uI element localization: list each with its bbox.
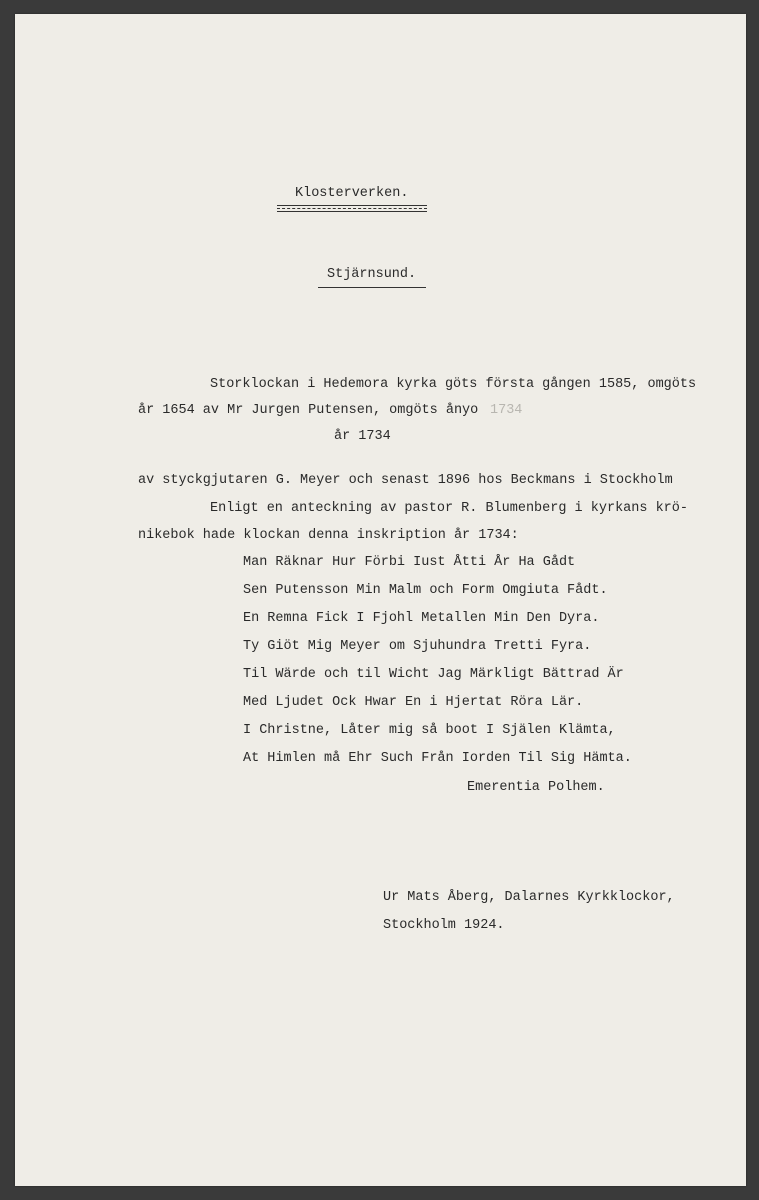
subheading: Stjärnsund. [327,267,417,282]
inscription-line-7: I Christne, Låter mig så boot I Själen Klämta, [243,723,616,738]
struck-year: 1734 [490,403,523,418]
paragraph1-line1: Storklockan i Hedemora kyrka göts första gången 1585, omgöts [210,377,697,392]
inscription-line-8: At Himlen må Ehr Such Från Iorden Til Sig Hämta. [243,751,632,766]
inscription-line-4: Ty Giöt Mig Meyer om Sjuhundra Tretti Fyra. [243,639,592,654]
heading-underline-2 [277,208,427,209]
heading-underline-3 [277,211,427,212]
paragraph1-line2: år 1654 av Mr Jurgen Putensen, omgöts ånyo [138,403,479,418]
source-line-2: Stockholm 1924. [383,918,505,933]
inscription-line-5: Til Wärde och til Wicht Jag Märkligt Bättrad Är [243,667,624,682]
inserted-year: år 1734 [334,429,391,444]
inscription-line-3: En Remna Fick I Fjohl Metallen Min Den Dyra. [243,611,600,626]
inscription-line-2: Sen Putensson Min Malm och Form Omgiuta Fådt. [243,583,608,598]
source-line-1: Ur Mats Åberg, Dalarnes Kyrkklockor, [383,890,675,905]
subheading-underline [318,287,426,288]
heading: Klosterverken. [295,186,409,201]
paragraph2-line2: nikebok hade klockan denna inskription år 1734: [138,528,519,543]
paragraph1-line3: av styckgjutaren G. Meyer och senast 1896 hos Beckmans i Stockholm [138,473,673,488]
inscription-line-1: Man Räknar Hur Förbi Iust Åtti År Ha Gådt [243,555,576,570]
paragraph2-line1: Enligt en anteckning av pastor R. Blumenberg i kyrkans krö- [210,501,688,516]
heading-underline-1 [277,205,427,206]
signature: Emerentia Polhem. [467,780,605,795]
inscription-line-6: Med Ljudet Ock Hwar En i Hjertat Röra Lär. [243,695,584,710]
